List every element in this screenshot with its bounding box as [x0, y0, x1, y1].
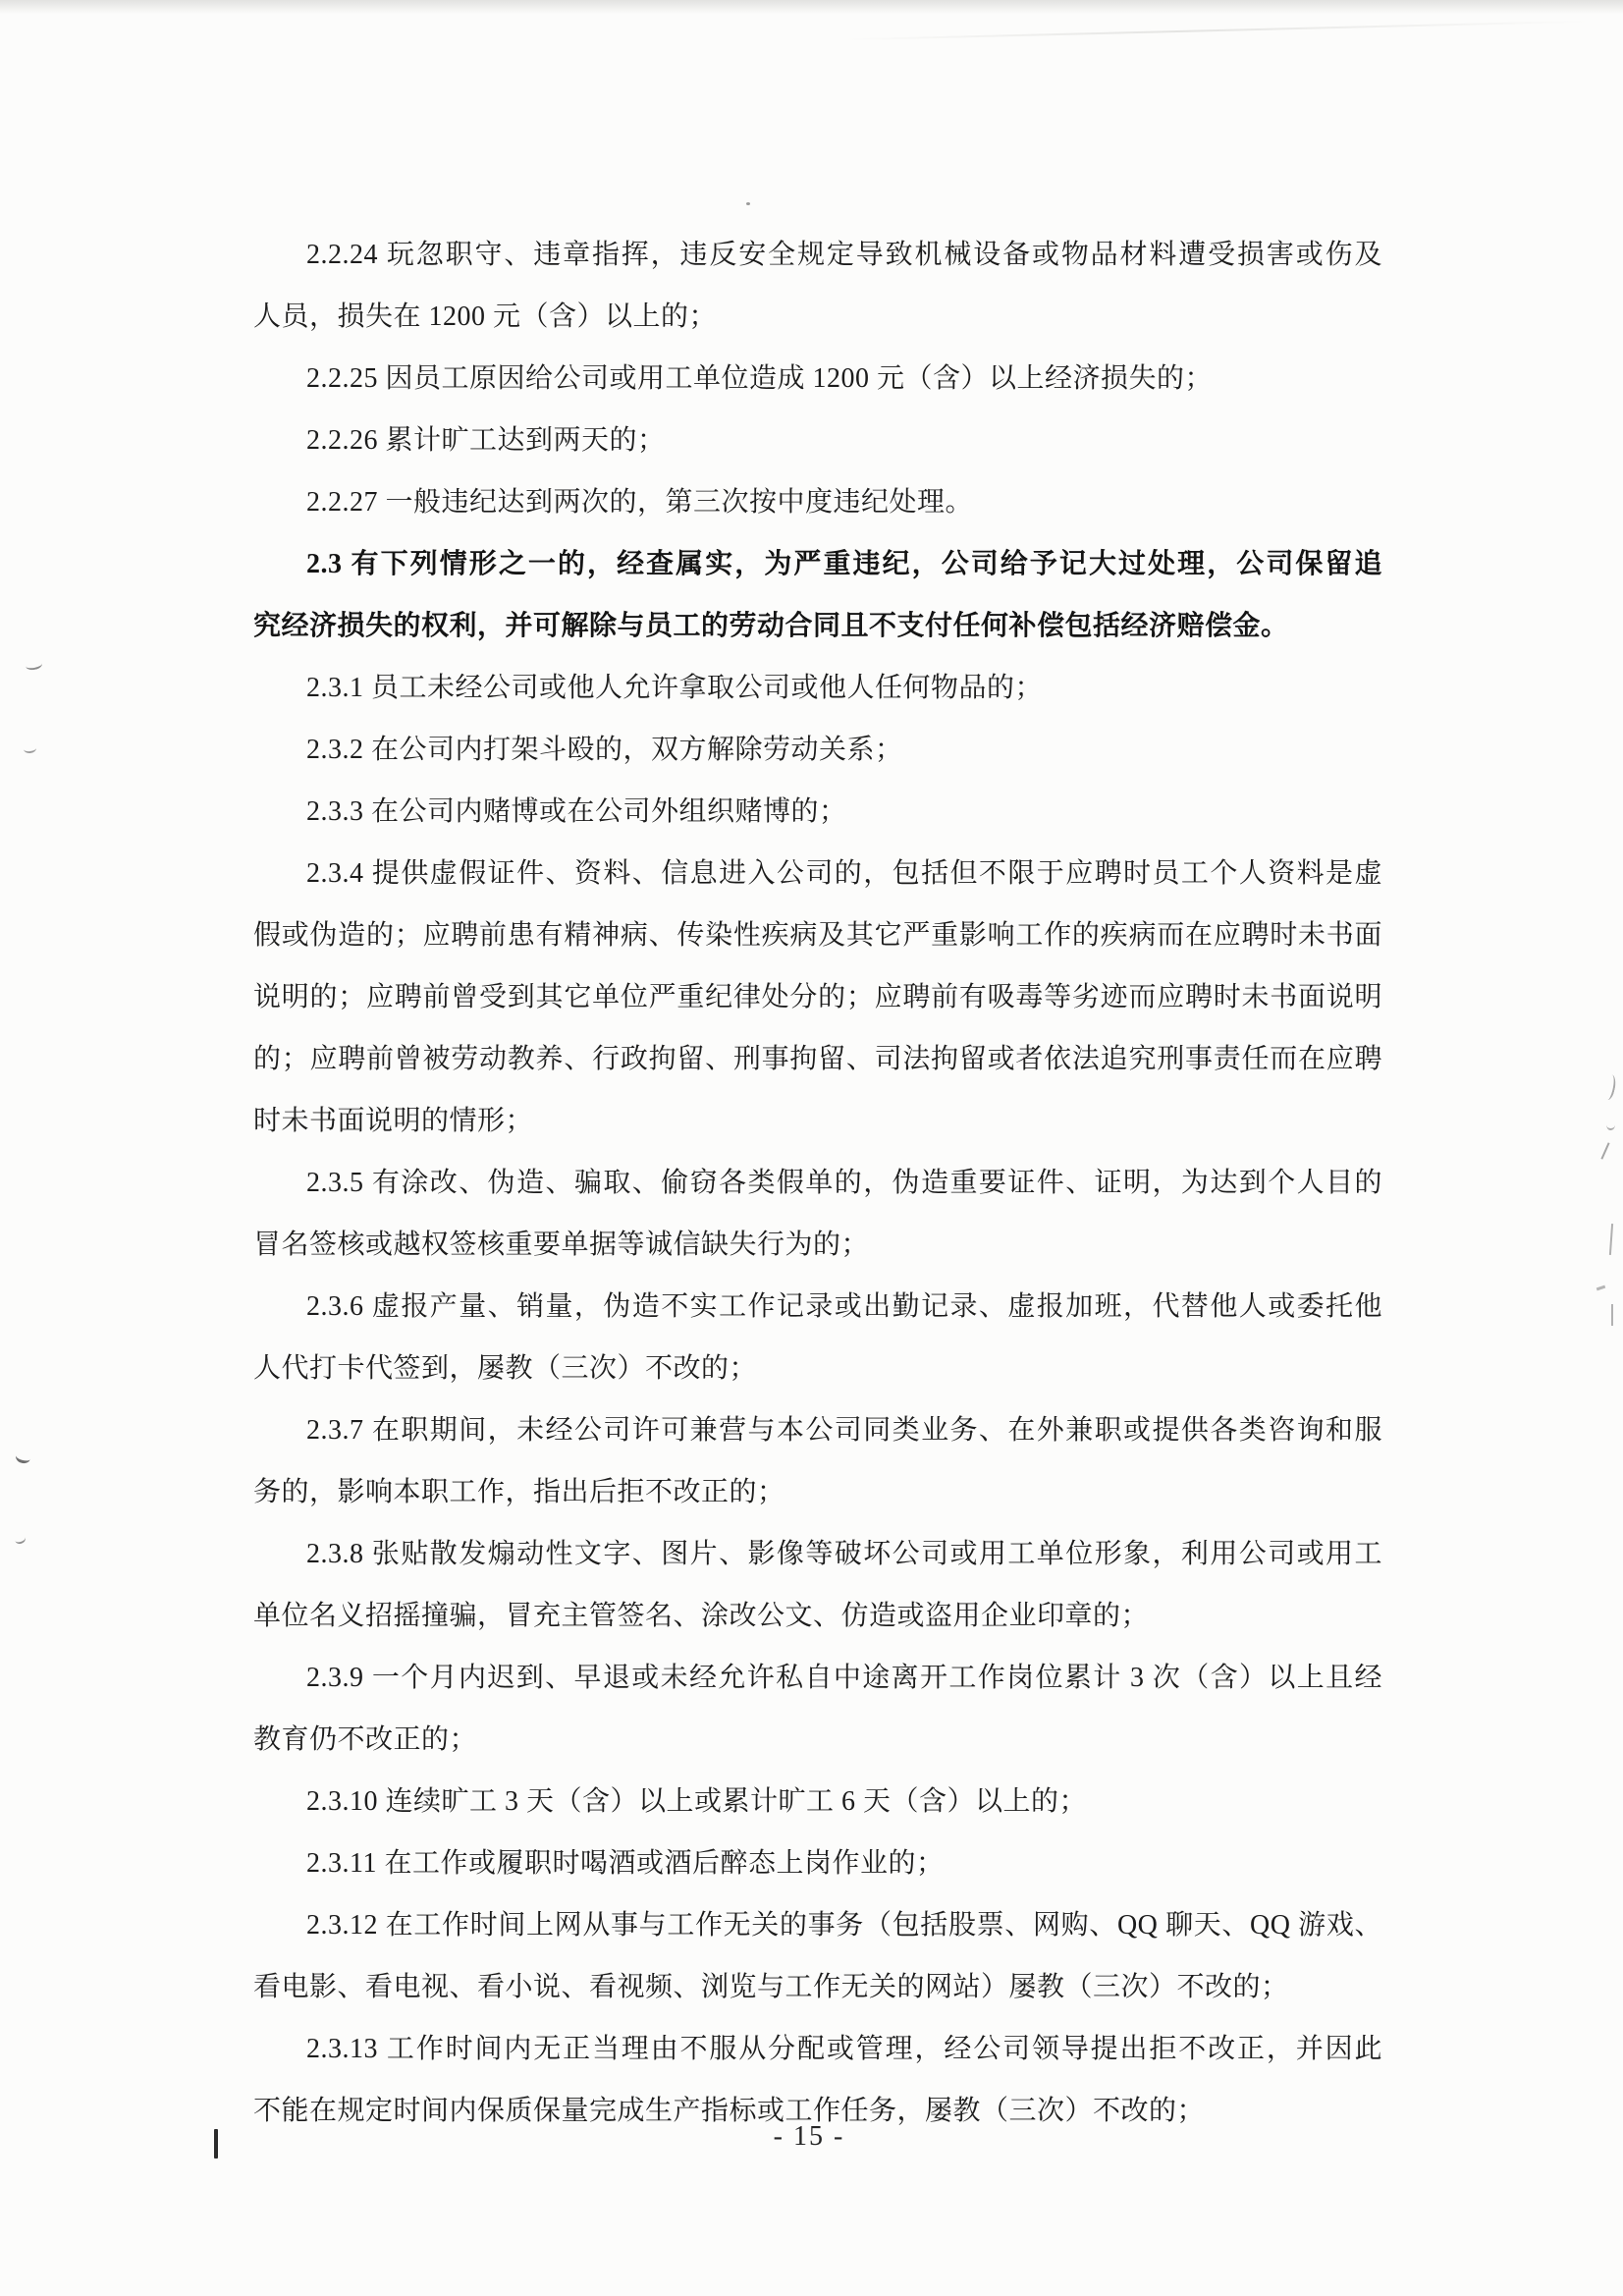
paragraph-2.3.1	[253, 657, 1382, 719]
scan-artifact-right-mark	[1596, 1285, 1605, 1291]
paragraph-2.2.24	[253, 224, 1382, 348]
text-line: 2.2.25 因员工原因给公司或用工单位造成 1200 元（含）以上经济损失的；	[306, 363, 1214, 394]
text-line: 2.3.5 有涂改、伪造、骗取、偷窃各类假单的，伪造重要证件、证明，为达到个人目的	[306, 1168, 1382, 1198]
paragraph-2.2.25	[253, 348, 1382, 410]
text-line: 2.3.13 工作时间内无正当理由不服从分配或管理，经公司领导提出拒不改正，并因此	[306, 2034, 1382, 2064]
paragraph-2.2.26	[253, 410, 1382, 471]
text-line: 2.3.8 张贴散发煽动性文字、图片、影像等破坏公司或用工单位形象，利用公司或用工	[306, 1539, 1382, 1569]
paragraph-2.3.6	[253, 1276, 1382, 1399]
text-line: 教育仍不改正的；	[253, 1724, 478, 1755]
text-line: 单位名义招摇撞骗，冒充主管签名、涂改公文、仿造或盗用企业印章的；	[253, 1601, 1150, 1631]
paragraph-2.3.7	[253, 1399, 1382, 1523]
scan-edge-shading	[0, 0, 1623, 14]
scan-artifact-left-mark	[14, 1533, 27, 1546]
text-line: 人员，损失在 1200 元（含）以上的；	[253, 301, 718, 332]
paragraph-2.3.10	[253, 1771, 1382, 1832]
paragraph-2.3.8	[253, 1523, 1382, 1647]
scan-artifact-right-mark	[1601, 1073, 1618, 1101]
text-line: 时未书面说明的情形；	[253, 1106, 534, 1136]
text-line: 2.3.4 提供虚假证件、资料、信息进入公司的，包括但不限于应聘时员工个人资料是虚	[306, 858, 1382, 889]
text-line: 冒名签核或越权签核重要单据等诚信缺失行为的；	[253, 1230, 870, 1260]
text-line: 2.2.26 累计旷工达到两天的；	[306, 425, 666, 456]
scan-artifact-left-mark	[15, 1449, 31, 1464]
paragraph-2.3.3	[253, 781, 1382, 843]
scan-artifact-right-mark	[1600, 1142, 1609, 1159]
text-line: 的；应聘前曾被劳动教养、行政拘留、刑事拘留、司法拘留或者依法追究刑事责任而在应聘	[253, 1044, 1382, 1074]
text-line: 2.2.27 一般违纪达到两次的，第三次按中度违纪处理。	[306, 487, 974, 518]
page-number: - 15 -	[773, 2121, 845, 2152]
text-line: 2.3 有下列情形之一的，经查属实，为严重违纪，公司给予记大过处理，公司保留追	[306, 549, 1382, 579]
text-line: 2.3.6 虚报产量、销量，伪造不实工作记录或出勤记录、虚报加班，代替他人或委托他	[306, 1291, 1382, 1322]
paragraph-2.2.27	[253, 471, 1382, 533]
paragraph-2.3.2	[253, 719, 1382, 781]
text-line: 不能在规定时间内保质保量完成生产指标或工作任务，屡教（三次）不改的；	[253, 2096, 1206, 2126]
scan-artifact-left-mark	[24, 743, 37, 753]
text-line: 人代打卡代签到，屡教（三次）不改的；	[253, 1353, 758, 1384]
scan-artifact-right-mark	[1609, 1224, 1613, 1255]
text-line: 2.3.7 在职期间，未经公司许可兼营与本公司同类业务、在外兼职或提供各类咨询和服	[306, 1415, 1382, 1446]
text-line: 究经济损失的权利，并可解除与员工的劳动合同且不支付任何补偿包括经济赔偿金。	[253, 611, 1289, 641]
text-line: 2.3.12 在工作时间上网从事与工作无关的事务（包括股票、网购、QQ 聊天、QQ 游戏、	[306, 1910, 1382, 1941]
scan-artifact-right-mark	[1606, 1120, 1615, 1130]
paragraph-2.3.5	[253, 1152, 1382, 1276]
paragraph-2.3.4	[253, 843, 1382, 1152]
scan-artifact-dot	[746, 202, 750, 205]
paragraph-2.3.12	[253, 1894, 1382, 2018]
text-line: 2.2.24 玩忽职守、违章指挥，违反安全规定导致机械设备或物品材料遭受损害或伤及	[306, 240, 1382, 270]
scan-streak-artifact	[844, 21, 1591, 41]
text-line: 2.3.3 在公司内赌博或在公司外组织赌博的；	[306, 796, 847, 827]
paragraph-2.3.11	[253, 1832, 1382, 1894]
paragraph-2.3.9	[253, 1647, 1382, 1771]
scan-artifact-left-mark	[25, 659, 42, 672]
text-line: 说明的；应聘前曾受到其它单位严重纪律处分的；应聘前有吸毒等劣迹而应聘时未书面说明	[253, 982, 1382, 1012]
text-line: 2.3.11 在工作或履职时喝酒或酒后醉态上岗作业的；	[306, 1848, 945, 1879]
text-line: 务的，影响本职工作，指出后拒不改正的；	[253, 1477, 785, 1507]
text-line: 看电影、看电视、看小说、看视频、浏览与工作无关的网站）屡教（三次）不改的；	[253, 1972, 1289, 2002]
scan-artifact-right-mark	[1611, 1304, 1613, 1326]
document-body	[253, 224, 1382, 2142]
text-line: 2.3.1 员工未经公司或他人允许拿取公司或他人任何物品的；	[306, 673, 1044, 703]
text-line: 假或伪造的；应聘前患有精神病、传染性疾病及其它严重影响工作的疾病而在应聘时未书面	[253, 920, 1382, 951]
paragraph-2.3	[253, 533, 1382, 657]
text-line: 2.3.10 连续旷工 3 天（含）以上或累计旷工 6 天（含）以上的；	[306, 1786, 1088, 1817]
text-line: 2.3.9 一个月内迟到、早退或未经允许私自中途离开工作岗位累计 3 次（含）以上且经	[306, 1663, 1382, 1693]
text-line: 2.3.2 在公司内打架斗殴的，双方解除劳动关系；	[306, 735, 903, 765]
